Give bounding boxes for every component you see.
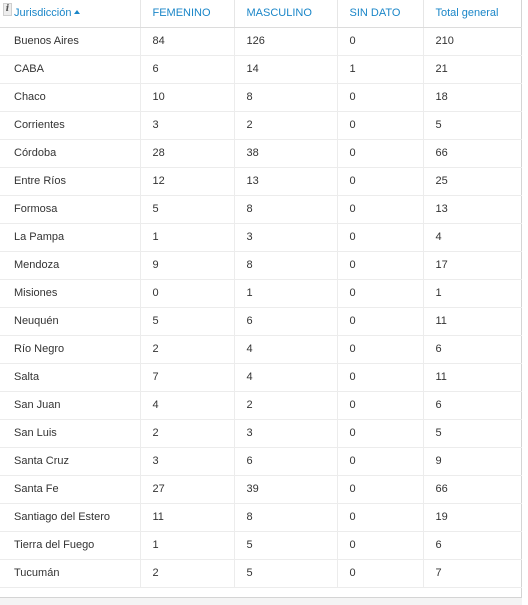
- cell-sin-dato: 0: [337, 503, 423, 531]
- cell-total-general: 4: [423, 223, 522, 251]
- horizontal-scrollbar[interactable]: [0, 598, 522, 605]
- cell-sin-dato: 0: [337, 559, 423, 587]
- cell-jurisdiccion: Entre Ríos: [0, 167, 140, 195]
- cell-femenino: 2: [140, 335, 234, 363]
- cell-jurisdiccion: Salta: [0, 363, 140, 391]
- cell-jurisdiccion: Neuquén: [0, 307, 140, 335]
- cell-sin-dato: 0: [337, 251, 423, 279]
- cell-sin-dato: 0: [337, 335, 423, 363]
- cell-jurisdiccion: San Luis: [0, 419, 140, 447]
- cell-jurisdiccion: San Juan: [0, 391, 140, 419]
- table-row[interactable]: [0, 531, 522, 559]
- cell-sin-dato: 0: [337, 531, 423, 559]
- cell-femenino: 3: [140, 447, 234, 475]
- cell-total-general: 7: [423, 559, 522, 587]
- cell-masculino: 8: [234, 83, 337, 111]
- cell-femenino: 28: [140, 139, 234, 167]
- table-row[interactable]: [0, 223, 522, 251]
- cell-jurisdiccion: Río Negro: [0, 335, 140, 363]
- cell-total-general: 6: [423, 335, 522, 363]
- cell-sin-dato: 0: [337, 307, 423, 335]
- cell-total-general: 11: [423, 363, 522, 391]
- cell-sin-dato: 0: [337, 223, 423, 251]
- cell-masculino: 1: [234, 279, 337, 307]
- cell-jurisdiccion: Buenos Aires: [0, 27, 140, 55]
- cell-masculino: 4: [234, 363, 337, 391]
- column-header-femenino[interactable]: [140, 0, 234, 27]
- cell-femenino: 2: [140, 419, 234, 447]
- info-icon[interactable]: i: [3, 3, 12, 16]
- cell-masculino: 5: [234, 531, 337, 559]
- cell-total-general: 21: [423, 55, 522, 83]
- table-row[interactable]: [0, 167, 522, 195]
- sort-ascending-icon: [74, 10, 80, 14]
- table-row[interactable]: [0, 55, 522, 83]
- cell-sin-dato: 0: [337, 419, 423, 447]
- column-header-label: SIN DATO: [349, 7, 401, 20]
- cell-femenino: 5: [140, 195, 234, 223]
- table-row[interactable]: [0, 503, 522, 531]
- cell-sin-dato: 0: [337, 475, 423, 503]
- cell-sin-dato: 0: [337, 195, 423, 223]
- cell-total-general: 5: [423, 419, 522, 447]
- table-body: [0, 27, 522, 587]
- cell-jurisdiccion: Misiones: [0, 279, 140, 307]
- cell-masculino: 6: [234, 307, 337, 335]
- cell-total-general: 25: [423, 167, 522, 195]
- table-row[interactable]: [0, 139, 522, 167]
- cell-jurisdiccion: Santa Fe: [0, 475, 140, 503]
- cell-femenino: 27: [140, 475, 234, 503]
- cell-masculino: 4: [234, 335, 337, 363]
- table-row[interactable]: [0, 447, 522, 475]
- cell-jurisdiccion: Santa Cruz: [0, 447, 140, 475]
- table-row[interactable]: [0, 251, 522, 279]
- cell-femenino: 9: [140, 251, 234, 279]
- cell-jurisdiccion: Corrientes: [0, 111, 140, 139]
- cell-total-general: 66: [423, 475, 522, 503]
- cell-femenino: 84: [140, 27, 234, 55]
- cell-masculino: 6: [234, 447, 337, 475]
- cell-femenino: 0: [140, 279, 234, 307]
- column-header-label: Total general: [435, 7, 499, 20]
- column-header-label: FEMENINO: [152, 7, 211, 20]
- table-row[interactable]: [0, 307, 522, 335]
- vertical-scrollbar[interactable]: [522, 0, 528, 605]
- column-header-total-general[interactable]: [423, 0, 522, 27]
- cell-total-general: 66: [423, 139, 522, 167]
- cell-masculino: 2: [234, 391, 337, 419]
- cell-total-general: 18: [423, 83, 522, 111]
- cell-femenino: 10: [140, 83, 234, 111]
- cell-masculino: 3: [234, 419, 337, 447]
- cell-masculino: 2: [234, 111, 337, 139]
- table-row[interactable]: [0, 391, 522, 419]
- cell-masculino: 8: [234, 503, 337, 531]
- cell-masculino: 13: [234, 167, 337, 195]
- cell-jurisdiccion: La Pampa: [0, 223, 140, 251]
- cell-total-general: 6: [423, 391, 522, 419]
- cell-femenino: 2: [140, 559, 234, 587]
- cell-total-general: 6: [423, 531, 522, 559]
- cell-jurisdiccion: Tierra del Fuego: [0, 531, 140, 559]
- cell-total-general: 17: [423, 251, 522, 279]
- cell-sin-dato: 0: [337, 391, 423, 419]
- table-row[interactable]: [0, 559, 522, 587]
- table-row[interactable]: [0, 335, 522, 363]
- cell-masculino: 14: [234, 55, 337, 83]
- cell-sin-dato: 0: [337, 27, 423, 55]
- cell-masculino: 126: [234, 27, 337, 55]
- cell-femenino: 6: [140, 55, 234, 83]
- cell-femenino: 11: [140, 503, 234, 531]
- cell-masculino: 38: [234, 139, 337, 167]
- cell-femenino: 12: [140, 167, 234, 195]
- cell-femenino: 4: [140, 391, 234, 419]
- cell-total-general: 13: [423, 195, 522, 223]
- cell-masculino: 8: [234, 251, 337, 279]
- cell-femenino: 7: [140, 363, 234, 391]
- cell-masculino: 3: [234, 223, 337, 251]
- cell-jurisdiccion: Chaco: [0, 83, 140, 111]
- cell-sin-dato: 0: [337, 363, 423, 391]
- cell-total-general: 19: [423, 503, 522, 531]
- table-row[interactable]: [0, 475, 522, 503]
- cell-jurisdiccion: Córdoba: [0, 139, 140, 167]
- cell-masculino: 8: [234, 195, 337, 223]
- cell-total-general: 210: [423, 27, 522, 55]
- cell-jurisdiccion: Mendoza: [0, 251, 140, 279]
- cell-femenino: 3: [140, 111, 234, 139]
- table-header-row: [0, 0, 522, 27]
- cell-total-general: 1: [423, 279, 522, 307]
- cell-jurisdiccion: Formosa: [0, 195, 140, 223]
- cell-sin-dato: 0: [337, 139, 423, 167]
- column-header-label: MASCULINO: [246, 7, 312, 20]
- cell-masculino: 5: [234, 559, 337, 587]
- cell-jurisdiccion: Tucumán: [0, 559, 140, 587]
- column-header-jurisdiccion[interactable]: [0, 0, 140, 27]
- cell-sin-dato: 0: [337, 111, 423, 139]
- cell-jurisdiccion: Santiago del Estero: [0, 503, 140, 531]
- cell-femenino: 1: [140, 531, 234, 559]
- cell-total-general: 11: [423, 307, 522, 335]
- cell-total-general: 9: [423, 447, 522, 475]
- column-header-sin-dato[interactable]: [337, 0, 423, 27]
- table-row[interactable]: [0, 363, 522, 391]
- cell-sin-dato: 1: [337, 55, 423, 83]
- column-header-label: Jurisdicción: [14, 7, 72, 20]
- cell-jurisdiccion: CABA: [0, 55, 140, 83]
- table-row[interactable]: [0, 419, 522, 447]
- cell-femenino: 1: [140, 223, 234, 251]
- cell-total-general: 5: [423, 111, 522, 139]
- cell-sin-dato: 0: [337, 167, 423, 195]
- table-row[interactable]: [0, 279, 522, 307]
- cell-femenino: 5: [140, 307, 234, 335]
- cell-masculino: 39: [234, 475, 337, 503]
- table-row[interactable]: [0, 195, 522, 223]
- table-row[interactable]: [0, 27, 522, 55]
- cell-sin-dato: 0: [337, 279, 423, 307]
- table-row[interactable]: [0, 83, 522, 111]
- cell-sin-dato: 0: [337, 447, 423, 475]
- table-row[interactable]: [0, 111, 522, 139]
- column-header-masculino[interactable]: [234, 0, 337, 27]
- cell-sin-dato: 0: [337, 83, 423, 111]
